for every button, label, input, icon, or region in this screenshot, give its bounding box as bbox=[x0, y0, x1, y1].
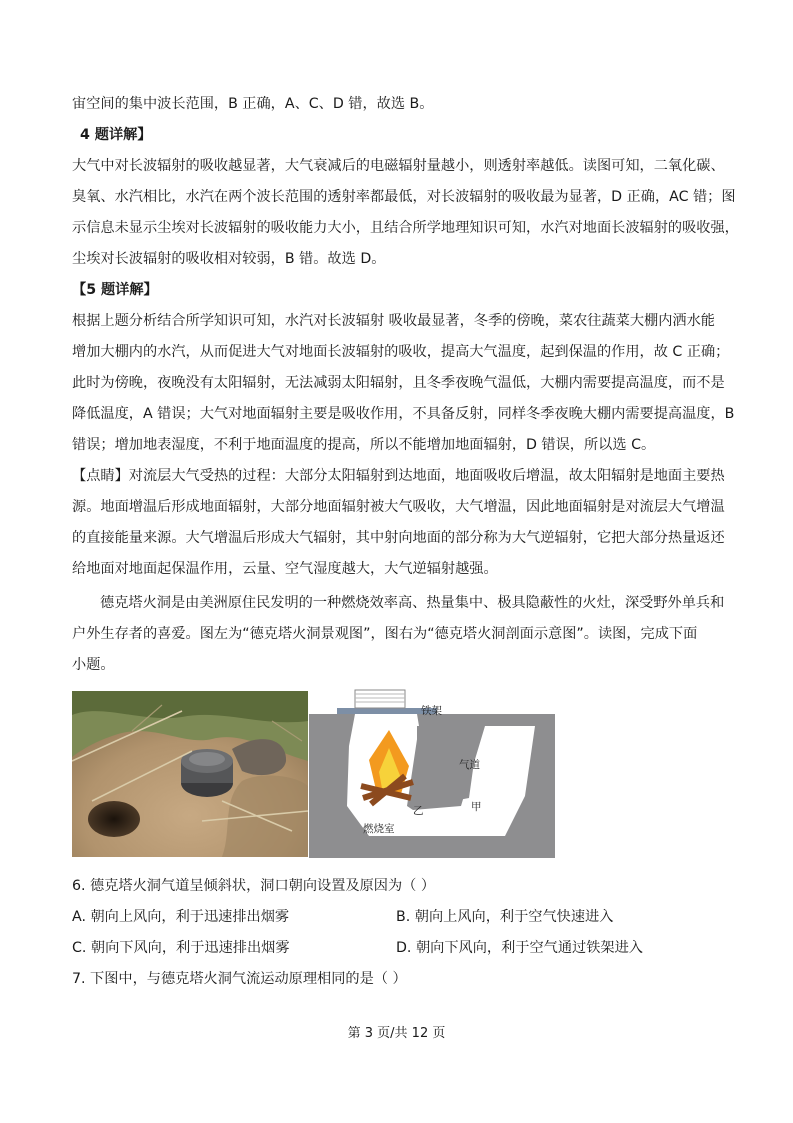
text-line: 增加大棚内的水汽，从而促进大气对地面长波辐射的吸收，提高大气温度，起到保温的作用，故 C 正确； bbox=[72, 344, 730, 360]
text-line: 户外生存者的喜爱。图左为“德克塔火洞景观图”，图右为“德克塔火洞剖面示意图”。读图，完成下面 bbox=[72, 626, 698, 642]
chamber-label: 燃烧室 bbox=[363, 823, 395, 835]
text-line: 错误；增加地表湿度，不利于地面温度的提高，所以不能增加地面辐射，D 错误，所以选 C。 bbox=[72, 437, 656, 453]
text-line: 【点睛】对流层大气受热的过程：大部分太阳辐射到达地面，地面吸收后增温，故太阳辐射是地面主要热 bbox=[72, 468, 725, 484]
text-line: 的直接能量来源。大气增温后形成大气辐射，其中射向地面的部分称为大气逆辐射，它把大部分热量返还 bbox=[72, 530, 725, 546]
text-line: 大气中对长波辐射的吸收越显著，大气衰减后的电磁辐射量越小，则透射率越低。读图可知，二氧化碳、 bbox=[72, 158, 725, 174]
text-line: 臭氧、水汽相比，水汽在两个波长范围的透射率都最低，对长波辐射的吸收最为显著，D 正确，AC 错；图 bbox=[72, 189, 736, 205]
question-6-option-b: B. 朝向上风向，利于空气快速进入 bbox=[396, 909, 614, 925]
text-line: 德克塔火洞是由美洲原住民发明的一种燃烧效率高、热量集中、极具隐蔽性的火灶，深受野外单兵和 bbox=[100, 595, 725, 611]
question-7-stem: 7. 下图中，与德克塔火洞气流运动原理相同的是（ ） bbox=[72, 971, 407, 987]
page-number: 第 3 页/共 12 页 bbox=[347, 1026, 446, 1041]
airway-label: 气道 bbox=[459, 759, 480, 771]
text-line: 示信息未显示尘埃对长波辐射的吸收能力大小，且结合所学地理知识可知，水汽对地面长波辐射的吸收强， bbox=[72, 220, 739, 236]
section-heading: 4 题详解】 bbox=[80, 127, 152, 143]
question-6-stem: 6. 德克塔火洞气道呈倾斜状，洞口朝向设置及原因为（ ） bbox=[72, 878, 436, 894]
rack-label: 铁架 bbox=[421, 705, 442, 717]
text-line: 根据上题分析结合所学知识可知，水汽对长波辐射 吸收最显著，冬季的傍晚，菜农往蔬菜大棚内洒水能 bbox=[72, 313, 715, 329]
text-line: 降低温度，A 错误；大气对地面辐射主要是吸收作用，不具备反射，同样冬季夜晚大棚内需要提高温度，B bbox=[72, 406, 735, 422]
fire-hole-landscape-photo bbox=[72, 691, 308, 857]
section-heading: 【5 题详解】 bbox=[72, 282, 158, 298]
text-line: 小题。 bbox=[72, 657, 115, 673]
text-line: 此时为傍晚，夜晚没有太阳辐射，无法减弱太阳辐射，且冬季夜晚气温低，大棚内需要提高温度，而不是 bbox=[72, 375, 725, 391]
text-line: 尘埃对长波辐射的吸收相对较弱，B 错。故选 D。 bbox=[72, 251, 386, 267]
yi-label: 乙 bbox=[413, 805, 424, 817]
question-6-option-c: C. 朝向下风向，利于迅速排出烟雾 bbox=[72, 940, 290, 956]
jia-label: 甲 bbox=[471, 801, 482, 813]
question-6-option-d: D. 朝向下风向，利于空气通过铁架进入 bbox=[396, 940, 643, 956]
text-line: 给地面对地面起保温作用，云量、空气湿度越大，大气逆辐射越强。 bbox=[72, 561, 498, 577]
text-line: 源。地面增温后形成地面辐射，大部分地面辐射被大气吸收，大气增温，因此地面辐射是对流层大气增温 bbox=[72, 499, 725, 515]
question-6-option-a: A. 朝向上风向，利于迅速排出烟雾 bbox=[72, 909, 290, 925]
text-line: 宙空间的集中波长范围，B 正确，A、C、D 错，故选 B。 bbox=[72, 96, 434, 112]
fire-hole-section-diagram bbox=[309, 686, 555, 858]
